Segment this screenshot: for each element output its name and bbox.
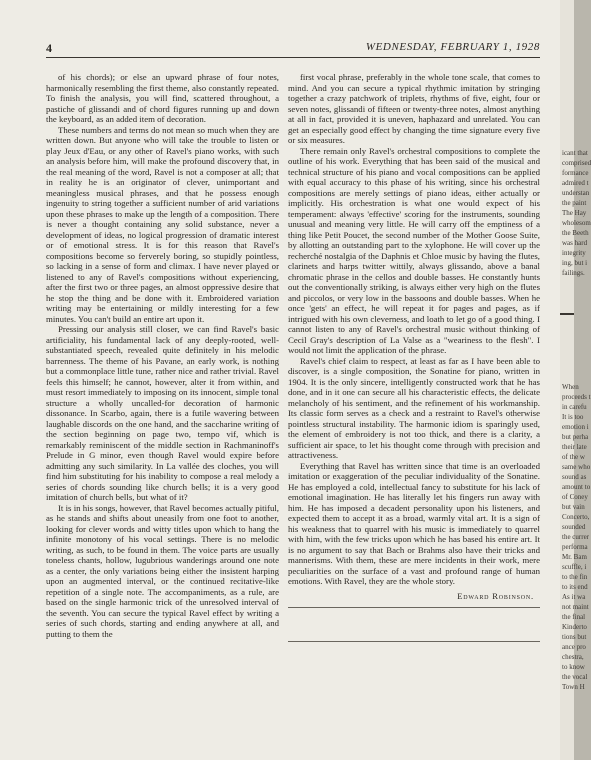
paragraph: Ravel's chief claim to respect, at least as far as I have been able to discover, is a single composition, the Sonatine for piano, written in 1904. It is the only sincere, intelligently constructed work that he has done, and in it one can secure all his characteristic effects, the delicate melancholy of his sentiment, and the refinement of his workmanship. Its classic form serves as a check and a restraint to Ravel's otherwise pointless structural instability. The harmonic idiom is sparingly used, the element of embroidery is not too thick, and there is a clarity, a sufficient air space, to let his thought come through with precision and attractiveness. bbox=[288, 355, 540, 460]
column-rule bbox=[288, 607, 540, 608]
page-header bbox=[46, 41, 540, 58]
running-title: WEDNESDAY, FEBRUARY 1, 1928 bbox=[365, 41, 540, 53]
adjacent-page-text: icant that comprised formance admired t understan the paint The Hay wholesom the Beeth was hard integrity ing, but i failings. bbox=[562, 149, 591, 277]
author-signature: Edward Robinson. bbox=[457, 590, 534, 601]
paragraph: Everything that Ravel has written since that time is an overloaded imitation or exaggeration of the peculiar individuality of the Sonatine. He has employed a cold, intellectual fancy to substitute for his lack of emotional imagination. He has literally let his fingers run away with him. He has imposed a decadent personality upon his listeners, and expected them to accept it as a broad, warmly vital art. It is a sign of his weakness that to quarrel with his music is immediately to quarrel with him, with the few tricks upon which he has based his entire art. It is no argument to say that Bach or Brahms also have their tricks and mannerisms. With them, these are mere incidents in their work, mere peculiarities on the surface of a vast and profound range of human emotions. With Ravel, they are the whole story. bbox=[288, 460, 540, 586]
paragraph: These numbers and terms do not mean so much when they are written down. But anyone who will take the trouble to listen or play Jeux d'Eau, or any other of Ravel's piano works, with such an analysis before him, will make the profound discovery that, in the real meaning of the word, Ravel is not a composer at all; that in reality he is an originator of clever, unimportant and meaningless musical phrases, and that he possess enough ingenuity to string together a sufficient number of arid variations upon these phrases to make up the length of a composition. There is never a thought containing any solid substance, never a development of ideas, no logical progression of dramatic interest or of emotional stress. It is for this reason that Ravel's compositions become so ferverely boring, so stupidly pointless, so lacking in a sense of form and climax. I have never played or listened to any of Ravel's compositions without experiencing, after the first two or three pages, an almost oppressive desire that he stop the thing and be done with it. Embroidered variation writing may be entertaining or mildly interesting for a few minutes. You can't build an entire art upon it. bbox=[46, 124, 279, 324]
paragraph: first vocal phrase, preferably in the whole tone scale, that comes to mind. And you can secure a typical rhythmic imitation by stringing together a crazy patchwork of triplets, rhythms of five, eight, four or seven notes, glissandi of fifteen or twenty-three notes, almost anything at all in fact, provided it is uneven, haphazard and unrelated. You can get an especially good effect by changing the time signature every five or six measures. bbox=[288, 72, 540, 145]
paragraph: It is in his songs, however, that Ravel becomes actually pitiful, as he stands and shifts about uneasily from one foot to another, looking for clever words and witty titles upon which to hang the infinite monotony of his vocal settings. There is no melodic writing, as such, to be found in them. The voice parts are usually toneless chants, hollow, lugubrious wanderings around one note as a center, the only variations being either the insistent harping upon an augmented interval, or the continued recitative-like repetition of a single note. The accompaniments, as a rule, are based on the single harmonic trick of the unresolved interval of the seventh. You can secure the typical Ravel effect by writing a series of such chords, starting and ending anywhere at all, and putting to them the bbox=[46, 502, 279, 639]
adjacent-page-edge bbox=[560, 0, 591, 760]
adjacent-page-text: When proceeds t in carefu It is too emotion i but perha their late of the w same who sound as amount to of Coney but vain Concerto, sounded the currer performa Mr. Bam scuffle, i to the fin to its end As it wa not maint the final Kinderto tions but ance pro chestra, to know the vocal Town H bbox=[562, 383, 591, 691]
right-column bbox=[288, 72, 540, 601]
paragraph: of his chords); or else an upward phrase of four notes, harmonically resembling the first theme, also constantly repeated. To finish the analysis, you will find, scattered throughout, a pastiche of glissandi and of chord figures running up and down the keyboard, as an added item of decoration. bbox=[46, 72, 279, 124]
page-number: 4 bbox=[46, 41, 52, 55]
paragraph: There remain only Ravel's orchestral compositions to complete the outline of his work. Everything that has been said of the musical and technical structure of his piano and vocal compositions can be applied with equal accuracy to this phase of his writing, since his orchestral compositions are merely settings of piano ideas, either actually or implicitly. His orchestration is what one would expect of his temperament: always 'effective' scoring for the instruments, sounding unusual and meaning very little. He will carry off the emptiness of a thing like Petit Poucet, the second number of the Mother Goose Suite, by allotting an outstanding part to the xylophone. He will cover up the recherché nostalgia of the Daphnis et Chloe music by having the flutes, clarinets and harps twitter wittily, always glissando, above a banal chromatic phrase in the cellos and double basses. He constantly hunts out the conventionally striking, is always either very high on the flutes and piccolos, or very low in the bassoons and double basses. When he once 'gets' an effect, he will repeat it for pages and pages, as if intrigued with his own cleverness, and loath to let go of a good thing. I cannot listen to any of Ravel's orchestral music without thinking of Cecil Gray's description of La Valse as a "weariness to the flesh". I would not limit the application of the phrase. bbox=[288, 145, 540, 355]
left-column bbox=[46, 72, 279, 639]
column-rule bbox=[288, 641, 540, 642]
adjacent-page-divider bbox=[560, 313, 574, 315]
paragraph: Pressing our analysis still closer, we can find Ravel's basic artificiality, his fundamental lack of any deeply-rooted, well-substantiated speech, revealed quite definitely in his melodic barrenness. The theme of his Pavane, an early work, is nothing but a commonplace little tune, rather nice and rather trivial. Ravel feels this himself; he cannot, however, alter it from within, and must resort immediately to imposing on its innocent, simple tonal structure a wholly uncalled-for decoration of harmonic dissonance. In Scarbo, again, there is a futile wavering between laughable discords on the one hand, and the saccharine writing of the section beginning on page two, tempo vif, which is remarkably reminiscent of the middle section in Rachmaninoff's Prelude in G minor, even though Ravel would expire before admitting any such similarity. In La vallée des cloches, you will find him substituting for his inability to compose a real melody a series of chords sounding like church bells; it is a very good imitation of church bells, but what of it? bbox=[46, 324, 279, 502]
